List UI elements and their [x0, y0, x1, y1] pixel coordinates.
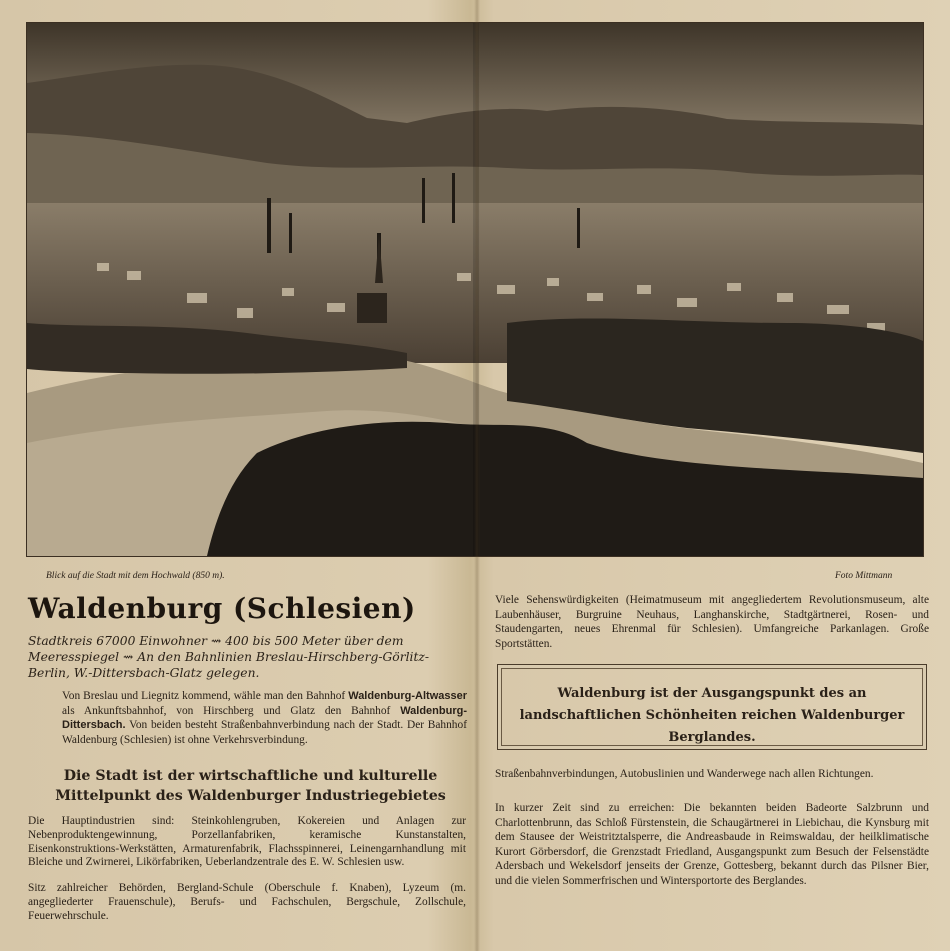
station-dittersbach: Waldenburg-Dittersbach.: [62, 704, 467, 731]
station-altwasser: Waldenburg-Altwasser: [348, 690, 467, 702]
page-title: Waldenburg (Schlesien): [28, 592, 416, 625]
destinations-paragraph: In kurzer Zeit sind zu erreichen: Die bekannten beiden Badeorte Salzbrunn und Charlottenbrunn, das Schloß Fürstenstein, die Schaugärtnerei in Liebichau, die Kynsburg mit dem Stausee der Weistritztalsperre, die Andreasbaude in Reimswaldau, der heilklimatische Kurort Görbersdorf, die Grenzstadt Friedland, Ausgangspunkt zum Besuch der Felsenstädte Adersbach und Wekelsdorf jenseits der Grenze, Gottesberg, bekannt durch das Pilsner Bier, und die vielen Sommerfrischen und Wintersportorte des Berglandes.: [495, 802, 929, 887]
transport-paragraph: Straßenbahnverbindungen, Autobuslinien und Wanderwege nach allen Richtungen.: [495, 768, 874, 780]
industries-paragraph: Die Hauptindustrien sind: Steinkohlengruben, Kokereien und Anlagen zur Nebenproduktengewinnung, Porzellanfabriken, keramische Kunstanstalten, Eisenkonstruktions-Werkstätten, Armaturenfabrik, Flachsspinnerei, Leinengarnhandlung mit Bleiche und Zwirnerei, Likörfabriken, Ueberlandzentrale des E. W. Schlesien usw.: [28, 815, 466, 869]
photo-credit: Foto Mittmann: [835, 571, 893, 581]
photo-caption: Blick auf die Stadt mit dem Hochwald (850 m).: [46, 571, 225, 581]
arrival-paragraph: [62, 689, 467, 747]
arrival-text-d: Von beiden besteht Straßenbahnverbindung nach der Stadt. Der Bahnhof Waldenburg (Schlesien) ist ohne Verkehrsverbindung.: [62, 719, 467, 746]
institutions-paragraph: Sitz zahlreicher Behörden, Bergland-Schule (Oberschule f. Knaben), Lyzeum (m. angegliederter Frauenschule), Berufs- und Fachschulen, Bergschule, Zollschule, Feuerwehrschule.: [28, 882, 466, 922]
subtitle: Stadtkreis 67000 Einwohner ⇝ 400 bis 500 Meter über dem Meeresspiegel ⇝ An den Bahnlinien Breslau-Hirschberg-Görlitz-Berlin, W.-Dittersbach-Glatz gelegen.: [28, 634, 430, 680]
arrival-text-c: als Ankunftsbahnhof, von Hirschberg und Glatz den Bahnhof: [62, 704, 401, 717]
arrival-text-a: Von Breslau und Liegnitz kommend, wähle man den Bahnhof: [62, 690, 349, 702]
section-heading: Die Stadt ist der wirtschaftliche und kulturelle Mittelpunkt des Waldenburger Industriegebietes: [55, 768, 446, 804]
sights-paragraph: Viele Sehenswürdigkeiten (Heimatmuseum mit angegliedertem Revolutionsmuseum, alte Laubenhäuser, Burgruine Neuhaus, Langhanskirche, Stadtgärtnerei, Rosen- und Staudengarten, neues Ehrenmal für Schlesien). Umfangreiche Parkanlagen. Große Sportstätten.: [495, 594, 929, 650]
highlight-text: Waldenburg ist der Ausgangspunkt des an landschaftlichen Schönheiten reichen Waldenburger Berglandes.: [519, 686, 905, 745]
highlight-box: [497, 664, 927, 750]
center-fold: [474, 0, 480, 951]
